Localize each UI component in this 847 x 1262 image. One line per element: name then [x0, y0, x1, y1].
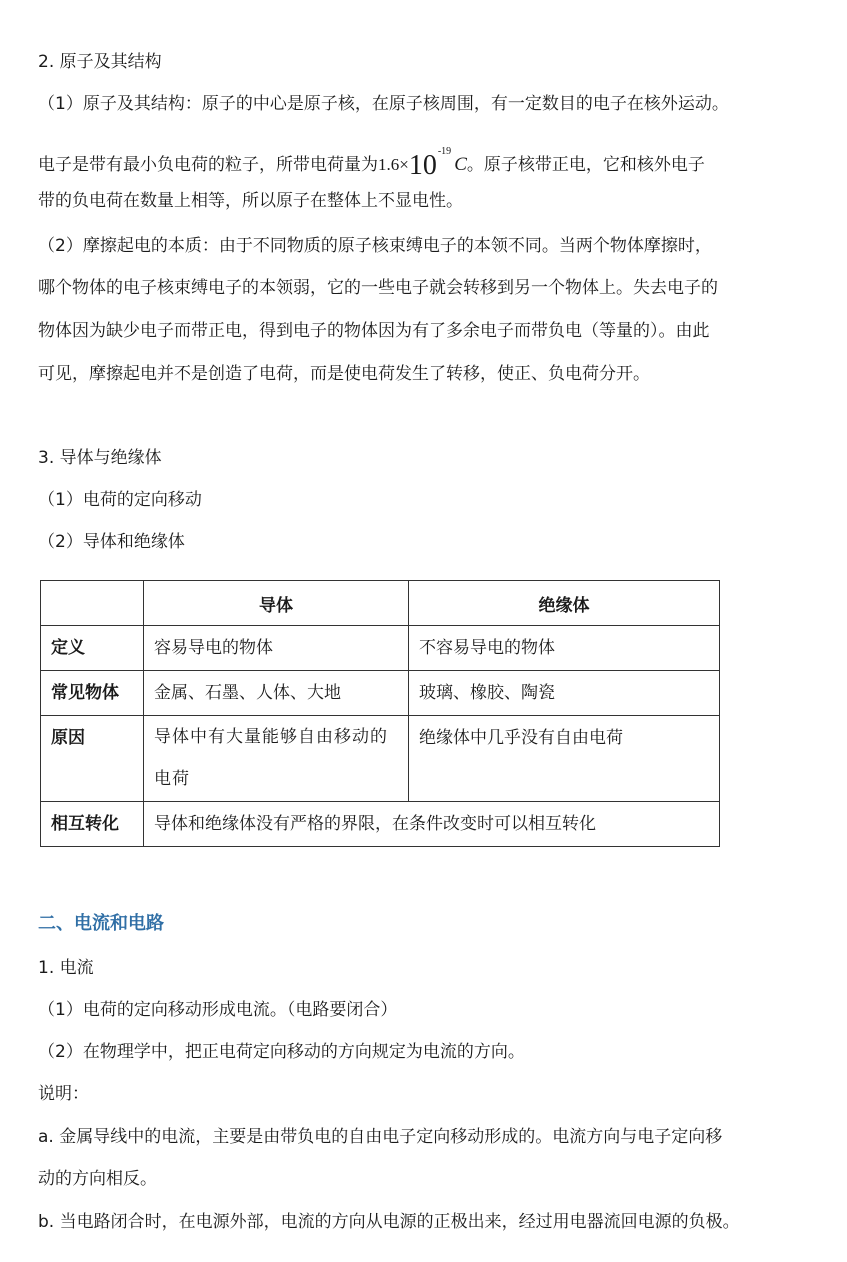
- table-header-empty: [41, 581, 144, 626]
- paragraph-friction-line1: （2）摩擦起电的本质：由于不同物质的原子核束缚电子的本领不同。当两个物体摩擦时，: [38, 236, 712, 256]
- paragraph-atom-line1: （1）原子及其结构：原子的中心是原子核，在原子核周围，有一定数目的电子在核外运动。: [38, 94, 729, 114]
- table-cell-merged: 导体和绝缘体没有严格的界限，在条件改变时可以相互转化: [144, 802, 720, 847]
- paragraph-atom-line3: 带的负电荷在数量上相等，所以原子在整体上不显电性。: [38, 191, 463, 211]
- table-row: [41, 626, 720, 671]
- table-cell-insulator: 玻璃、橡胶、陶瓷: [409, 671, 720, 716]
- table-header-insulator: 绝缘体: [409, 581, 720, 626]
- section-3-item-2: （2）导体和绝缘体: [38, 532, 185, 552]
- section-2-title: 2. 原子及其结构: [38, 52, 162, 72]
- current-item-2: （2）在物理学中，把正电荷定向移动的方向规定为电流的方向。: [38, 1042, 525, 1062]
- table-header-row: [41, 581, 720, 626]
- table-row: [41, 671, 720, 716]
- table-row-label: 常见物体: [41, 671, 144, 716]
- table-header-conductor: 导体: [144, 581, 409, 626]
- current-item-1: （1）电荷的定向移动形成电流。（电路要闭合）: [38, 1000, 398, 1020]
- section-3-title: 3. 导体与绝缘体: [38, 448, 162, 468]
- note-a-line2: 动的方向相反。: [38, 1169, 157, 1189]
- part-2-heading: 二、电流和电路: [38, 913, 164, 934]
- table-cell-conductor: 导体中有大量能够自由移动的电荷: [144, 716, 409, 802]
- table-row-label: 相互转化: [41, 802, 144, 847]
- note-a-line1: a. 金属导线中的电流，主要是由带负电的自由电子定向移动形成的。电流方向与电子定向移: [38, 1127, 723, 1147]
- paragraph-atom-line2: [38, 140, 705, 181]
- note-label: 说明：: [38, 1084, 89, 1104]
- table-cell-conductor: 容易导电的物体: [144, 626, 409, 671]
- note-b: b. 当电路闭合时，在电源外部，电流的方向从电源的正极出来，经过用电器流回电源的负极。: [38, 1212, 740, 1232]
- text-before-formula: 电子是带有最小负电荷的粒子，所带电荷量为: [38, 155, 378, 175]
- section-3-item-1: （1）电荷的定向移动: [38, 490, 202, 510]
- table-row: [41, 802, 720, 847]
- table-row: [41, 716, 720, 802]
- table-cell-conductor: 金属、石墨、人体、大地: [144, 671, 409, 716]
- paragraph-friction-line3: 物体因为缺少电子而带正电，得到电子的物体因为有了多余电子而带负电（等量的）。由此: [38, 321, 710, 341]
- conductor-insulator-table: [40, 580, 720, 847]
- table-cell-insulator: 绝缘体中几乎没有自由电荷: [409, 716, 720, 802]
- table-cell-insulator: 不容易导电的物体: [409, 626, 720, 671]
- table-row-label: 原因: [41, 716, 144, 802]
- text-after-formula: 。原子核带正电，它和核外电子: [466, 155, 705, 175]
- current-subtitle: 1. 电流: [38, 958, 94, 978]
- paragraph-friction-line4: 可见，摩擦起电并不是创造了电荷，而是使电荷发生了转移，使正、负电荷分开。: [38, 364, 650, 384]
- charge-formula: $1.6\times 10^{-19}C$: [378, 146, 467, 181]
- table-row-label: 定义: [41, 626, 144, 671]
- paragraph-friction-line2: 哪个物体的电子核束缚电子的本领弱，它的一些电子就会转移到另一个物体上。失去电子的: [38, 278, 718, 298]
